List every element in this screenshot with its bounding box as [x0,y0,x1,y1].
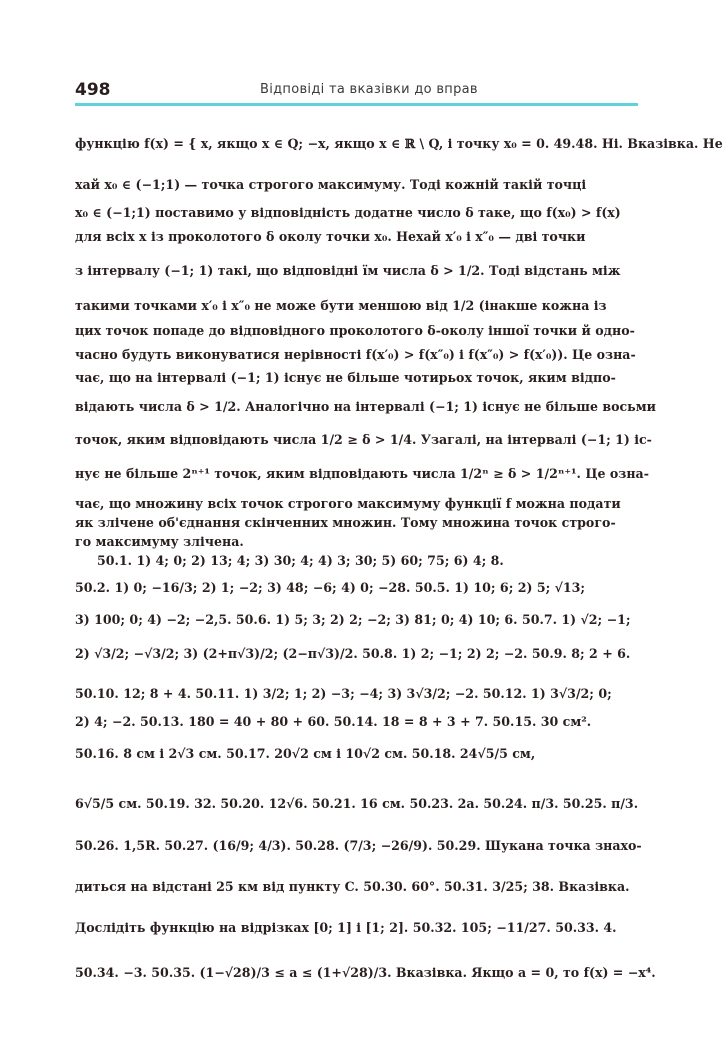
text-line: 2) 4; −2. 50.13. 180 = 40 + 80 + 60. 50.14. 18 = 8 + 3 + 7. 50.15. 30 см². [75,714,592,729]
text-line: відають числа δ > 1/2. Аналогічно на інтервалі (−1; 1) існує не більше восьми [75,399,656,414]
text-line: нує не більше 2ⁿ⁺¹ точок, яким відповідають числа 1/2ⁿ ≥ δ > 1/2ⁿ⁺¹. Це озна- [75,466,649,481]
text-line: цих точок попаде до відповідного проколотого δ-околу іншої точки й одно- [75,323,635,338]
text-line: 6√5/5 см. 50.19. 32. 50.20. 12√6. 50.21. 16 см. 50.23. 2a. 50.24. π/3. 50.25. π/3. [75,796,639,811]
text-line: точок, яким відповідають числа 1/2 ≥ δ > 1/4. Узагалі, на інтервалі (−1; 1) іс- [75,432,652,447]
text-line: x₀ ∈ (−1;1) поставимо у відповідність додатне число δ таке, що f(x₀) > f(x) [75,205,621,220]
text-line: 50.2. 1) 0; −16/3; 2) 1; −2; 3) 48; −6; 4) 0; −28. 50.5. 1) 10; 6; 2) 5; √13; [75,580,586,595]
text-line: 50.10. 12; 8 + 4. 50.11. 1) 3/2; 1; 2) −3; −4; 3) 3√3/2; −2. 50.12. 1) 3√3/2; 0; [75,686,612,701]
text-line: з інтервалу (−1; 1) такі, що відповідні їм числа δ > 1/2. Тоді відстань між [75,263,621,278]
text-line: Дослідіть функцію на відрізках [0; 1] і [1; 2]. 50.32. 105; −11/27. 50.33. 4. [75,920,617,935]
page-header [75,80,638,104]
text-line: 50.1. 1) 4; 0; 2) 13; 4; 3) 30; 4; 4) 3; 30; 5) 60; 75; 6) 4; 8. [97,553,504,568]
text-line: часно будуть виконуватися нерівності f(x′₀) > f(x″₀) і f(x″₀) > f(x′₀)). Це озна- [75,347,636,362]
text-line: 50.34. −3. 50.35. (1−√28)/3 ≤ a ≤ (1+√28)/3. Вказівка. Якщо a = 0, то f(x) = −x⁴. [75,965,656,980]
text-line: чає, що на інтервалі (−1; 1) існує не більше чотирьох точок, яким відпо- [75,370,616,385]
text-line: такими точками x′₀ і x″₀ не може бути меншою від 1/2 (інакше кожна із [75,298,607,313]
text-line: 50.16. 8 см і 2√3 см. 50.17. 20√2 см і 10√2 см. 50.18. 24√5/5 см, [75,746,536,761]
running-head: Відповіді та вказівки до вправ [260,82,478,97]
text-line: як злічене об'єднання скінченних множин. Тому множина точок строго- [75,515,616,530]
text-line: 50.26. 1,5R. 50.27. (16/9; 4/3). 50.28. (7/3; −26/9). 50.29. Шукана точка знахо- [75,838,642,853]
text-line: диться на відстані 25 км від пункту C. 50.30. 60°. 50.31. 3/25; 38. Вказівка. [75,879,630,894]
text-line: функцію f(x) = { x, якщо x ∈ Q; −x, якщо x ∈ ℝ \ Q, і точку x₀ = 0. 49.48. Ні. Вказівка. Не [75,136,723,151]
text-line: хай x₀ ∈ (−1;1) — точка строгого максимуму. Тоді кожній такій точці [75,177,587,192]
page-number: 498 [75,80,111,100]
text-line: 2) √3/2; −√3/2; 3) (2+π√3)/2; (2−π√3)/2. 50.8. 1) 2; −1; 2) 2; −2. 50.9. 8; 2 + 6. [75,646,631,661]
text-line: го максимуму злічена. [75,534,244,549]
text-line: чає, що множину всіх точок строгого максимуму функції f можна подати [75,496,621,511]
header-rule [75,103,638,106]
text-line: для всіх x із проколотого δ околу точки x₀. Нехай x′₀ і x″₀ — дві точки [75,229,586,244]
text-line: 3) 100; 0; 4) −2; −2,5. 50.6. 1) 5; 3; 2) 2; −2; 3) 81; 0; 4) 10; 6. 50.7. 1) √2; −1; [75,612,631,627]
